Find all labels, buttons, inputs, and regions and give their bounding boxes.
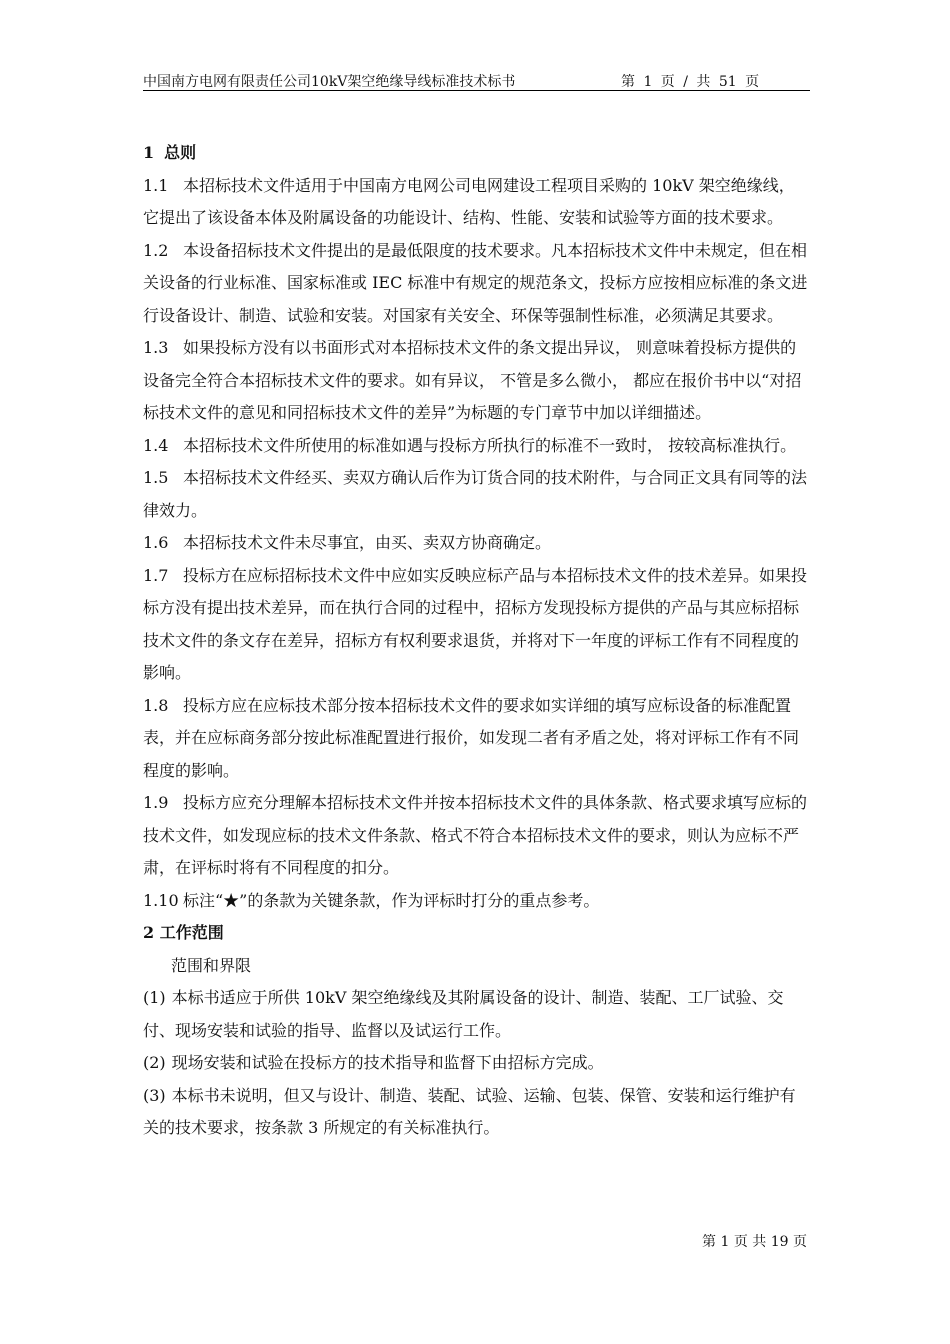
item-text: 本标书未说明，但又与设计、制造、装配、试验、运输、包装、保管、安装和运行维护有关的技术要求，按条款 3 所规定的有关标准执行。 — [143, 1085, 796, 1137]
clause-text: 本招标技术文件适用于中国南方电网公司电网建设工程项目采购的 10kV 架空绝缘线，它提出了该设备本体及附属设备的功能设计、结构、性能、安装和试验等方面的技术要求。 — [143, 175, 795, 227]
clause-1-1 — [143, 170, 810, 235]
clause-1-6 — [143, 527, 810, 560]
scope-item-1 — [143, 982, 810, 1047]
page-header — [143, 70, 810, 91]
clause-1-5 — [143, 462, 810, 527]
scope-item-3 — [143, 1080, 810, 1145]
item-number: (2) — [143, 1053, 166, 1072]
clause-1-8 — [143, 690, 810, 788]
clause-number: 1.8 — [143, 695, 169, 715]
clause-1-7 — [143, 560, 810, 690]
document-title: 中国南方电网有限责任公司10kV架空绝缘导线标准技术标书 — [143, 74, 516, 90]
clause-1-2 — [143, 235, 810, 333]
clause-1-10 — [143, 885, 810, 918]
section-1-heading — [143, 137, 810, 170]
document-body — [143, 137, 810, 1145]
clause-number: 1.6 — [143, 533, 169, 552]
clause-text: 本招标技术文件未尽事宜，由买、卖双方协商确定。 — [183, 533, 552, 552]
clause-number: 1.5 — [143, 468, 169, 487]
clause-1-3 — [143, 332, 810, 430]
page-footer: 第 1 页 共 19 页 — [702, 1234, 807, 1250]
item-text: 本标书适应于所供 10kV 架空绝缘线及其附属设备的设计、制造、装配、工厂试验、交付、现场安装和试验的指导、监督以及试运行工作。 — [143, 988, 784, 1040]
clause-number: 1.10 — [143, 890, 179, 910]
clause-number: 1.2 — [143, 240, 169, 260]
clause-number: 1.9 — [143, 793, 169, 812]
clause-number: 1.7 — [143, 565, 169, 585]
item-number: (1) — [143, 988, 166, 1007]
clause-text: 标注“★”的条款为关键条款，作为评标时打分的重点参考。 — [183, 890, 600, 910]
clause-text: 投标方应在应标技术部分按本招标技术文件的要求如实详细的填写应标设备的标准配置表，并在应标商务部分按此标准配置进行报价，如发现二者有矛盾之处，将对评标工作有不同程度的影响。 — [143, 695, 800, 780]
clause-1-9 — [143, 787, 810, 885]
section-title: 总则 — [164, 143, 197, 162]
scope-item-2 — [143, 1047, 810, 1080]
header-page-info: 第 1 页 / 共 51 页 — [621, 74, 760, 90]
clause-text: 本设备招标技术文件提出的是最低限度的技术要求。凡本招标技术文件中未规定，但在相关设备的行业标准、国家标准或 IEC 标准中有规定的规范条文，投标方应按相应标准的条文进行设备设计、制造、试验和安装。对国家有关安全、环保等强制性标准，必须满足其要求。 — [143, 240, 808, 325]
clause-text: 投标方在应标招标技术文件中应如实反映应标产品与本招标技术文件的技术差异。如果投标方没有提出技术差异，而在执行合同的过程中，招标方发现投标方提供的产品与其应标招标技术文件的条文存在差异，招标方有权利要求退货，并将对下一年度的评标工作有不同程度的影响。 — [143, 565, 808, 682]
section-number: 1 — [143, 143, 155, 162]
subsection-heading: 范围和界限 — [171, 955, 252, 975]
item-text: 现场安装和试验在投标方的技术指导和监督下由招标方完成。 — [171, 1053, 604, 1072]
item-number: (3) — [143, 1085, 166, 1105]
clause-text: 如果投标方没有以书面形式对本招标技术文件的条文提出异议， 则意味着投标方提供的设备完全符合本招标技术文件的要求。如有异议， 不管是多么微小， 都应在报价书中以“对招标技术文件的意见和同招标技术文件的差异”为标题的专门章节中加以详细描述。 — [143, 338, 802, 422]
section-2-heading: 2 工作范围 — [143, 923, 224, 942]
clause-number: 1.1 — [143, 175, 169, 195]
clause-number: 1.4 — [143, 435, 169, 455]
clause-1-4 — [143, 430, 810, 463]
clause-number: 1.3 — [143, 338, 169, 357]
clause-text: 本招标技术文件所使用的标准如遇与投标方所执行的标准不一致时， 按较高标准执行。 — [183, 435, 797, 455]
clause-text: 投标方应充分理解本招标技术文件并按本招标技术文件的具体条款、格式要求填写应标的技术文件，如发现应标的技术文件条款、格式不符合本招标技术文件的要求，则认为应标不严肃，在评标时将有不同程度的扣分。 — [143, 793, 808, 877]
clause-text: 本招标技术文件经买、卖双方确认后作为订货合同的技术附件，与合同正文具有同等的法律效力。 — [143, 468, 808, 520]
